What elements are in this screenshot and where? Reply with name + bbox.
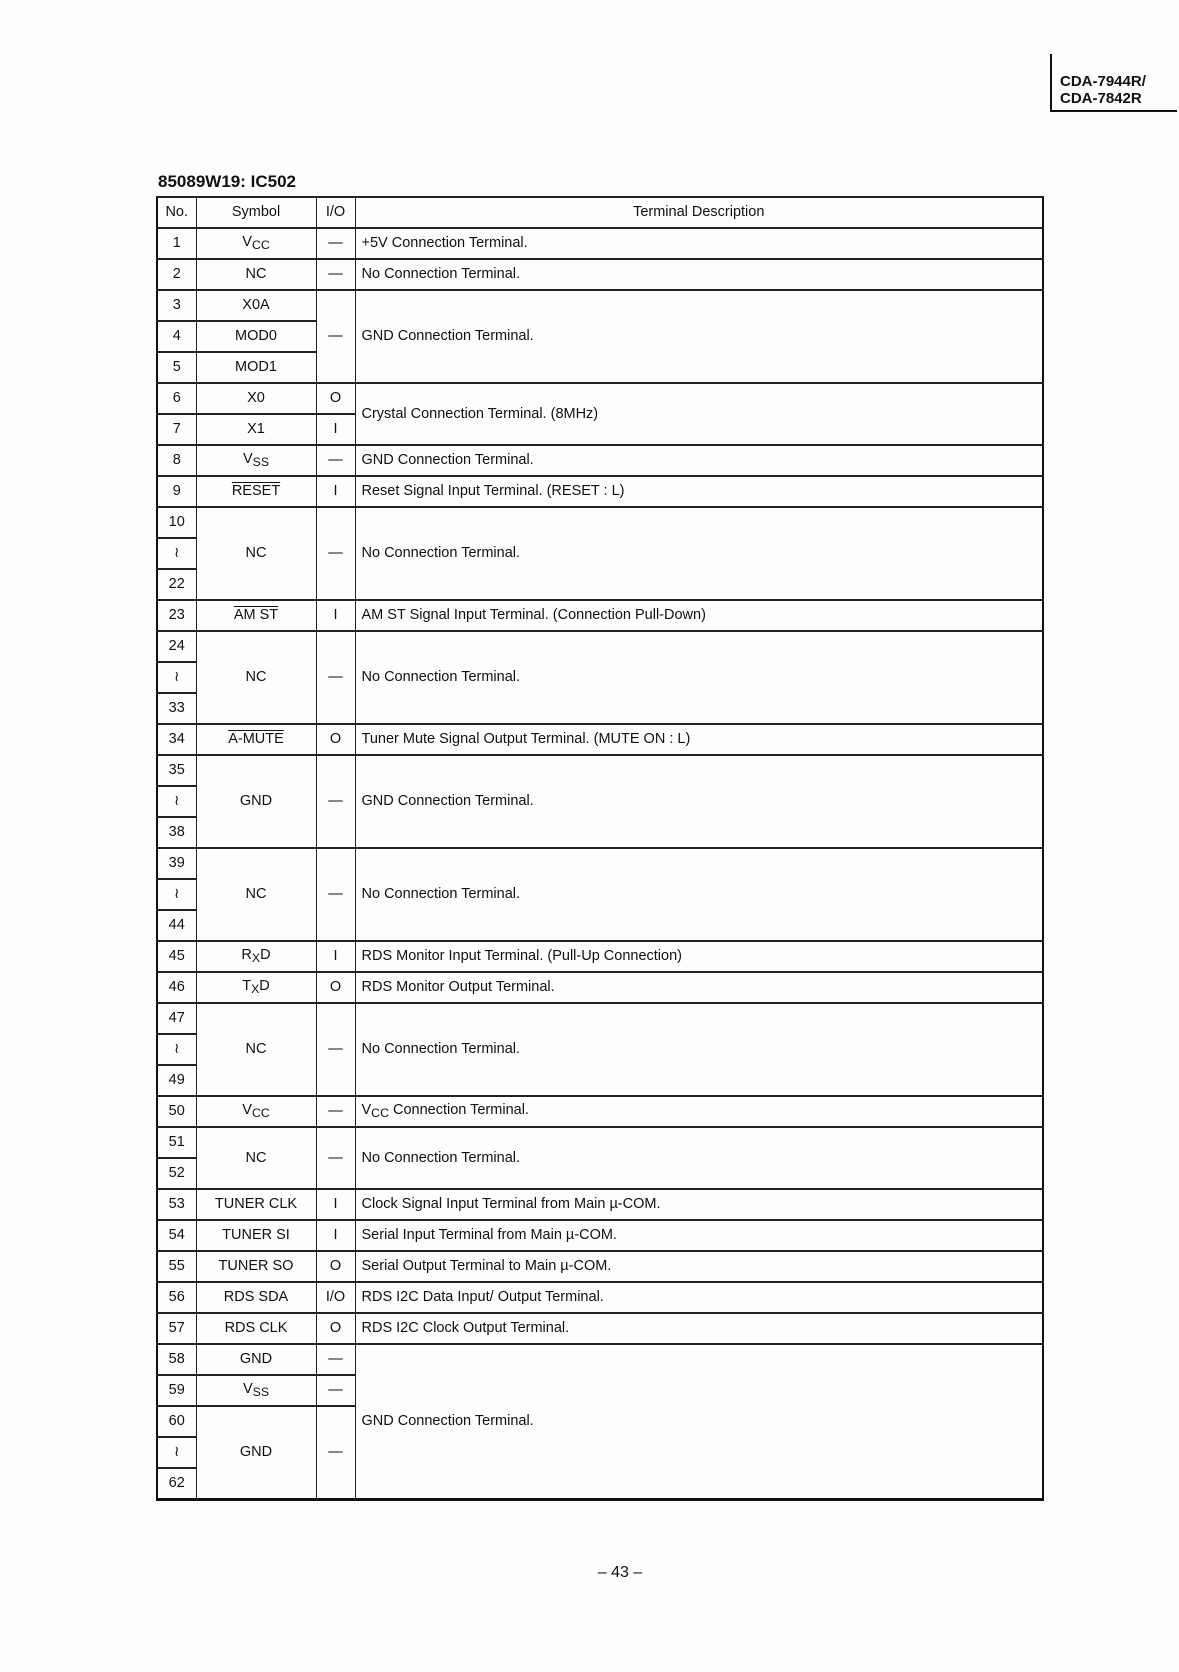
symbol-main: V bbox=[242, 1380, 253, 1397]
pin-symbol: X0 bbox=[196, 383, 316, 414]
pin-description: AM ST Signal Input Terminal. (Connection Pull-Down) bbox=[355, 600, 1043, 631]
pin-io: O bbox=[316, 1313, 355, 1344]
pin-symbol: NC bbox=[196, 507, 316, 600]
pin-symbol bbox=[196, 228, 316, 259]
pin-description: RDS I2C Clock Output Terminal. bbox=[355, 1313, 1043, 1344]
pin-no-to: 52 bbox=[157, 1158, 196, 1189]
pin-io: — bbox=[316, 1127, 355, 1189]
pin-io: — bbox=[316, 1096, 355, 1127]
pin-no: 34 bbox=[157, 724, 196, 755]
pin-no-to: 49 bbox=[157, 1065, 196, 1096]
table-row bbox=[157, 228, 1043, 259]
pin-symbol: GND bbox=[196, 1344, 316, 1375]
pin-no-to: 22 bbox=[157, 569, 196, 600]
pin-symbol bbox=[196, 941, 316, 972]
pin-io: — bbox=[316, 1375, 355, 1406]
pin-symbol: X1 bbox=[196, 414, 316, 445]
pin-no: 56 bbox=[157, 1282, 196, 1313]
pin-description: GND Connection Terminal. bbox=[355, 445, 1043, 476]
pin-description: +5V Connection Terminal. bbox=[355, 228, 1043, 259]
header-io: I/O bbox=[316, 197, 355, 228]
pin-io: I/O bbox=[316, 1282, 355, 1313]
symbol-main: RESET bbox=[231, 483, 281, 499]
pin-symbol bbox=[196, 1375, 316, 1406]
pin-no: 55 bbox=[157, 1251, 196, 1282]
pin-no-to: 38 bbox=[157, 817, 196, 848]
pin-io: I bbox=[316, 1220, 355, 1251]
pin-io: — bbox=[316, 228, 355, 259]
header-description: Terminal Description bbox=[355, 197, 1043, 228]
range-mark: ≀ bbox=[157, 538, 196, 569]
pin-io: — bbox=[316, 290, 355, 383]
pin-symbol bbox=[196, 724, 316, 755]
pin-description: Serial Input Terminal from Main µ-COM. bbox=[355, 1220, 1043, 1251]
symbol-main: R bbox=[241, 946, 252, 963]
pin-io: O bbox=[316, 383, 355, 414]
pin-description: GND Connection Terminal. bbox=[355, 755, 1043, 848]
symbol-main: T bbox=[242, 977, 252, 994]
pin-description: No Connection Terminal. bbox=[355, 507, 1043, 600]
pin-symbol: TUNER SI bbox=[196, 1220, 316, 1251]
pin-no: 57 bbox=[157, 1313, 196, 1344]
pin-io: — bbox=[316, 755, 355, 848]
pin-no: 54 bbox=[157, 1220, 196, 1251]
pin-no: 9 bbox=[157, 476, 196, 507]
pin-no: 4 bbox=[157, 321, 196, 352]
pin-io: — bbox=[316, 507, 355, 600]
pin-no: 53 bbox=[157, 1189, 196, 1220]
table-row bbox=[157, 848, 1043, 879]
pin-description: Crystal Connection Terminal. (8MHz) bbox=[355, 383, 1043, 445]
pin-description bbox=[355, 1096, 1043, 1127]
pin-io: — bbox=[316, 445, 355, 476]
range-mark: ≀ bbox=[157, 879, 196, 910]
pin-symbol: X0A bbox=[196, 290, 316, 321]
table-row bbox=[157, 259, 1043, 290]
pin-symbol bbox=[196, 600, 316, 631]
symbol-subscript: CC bbox=[251, 237, 270, 252]
ic-title: 85089W19: IC502 bbox=[158, 172, 296, 191]
symbol-subscript: CC bbox=[251, 1105, 270, 1120]
pin-description: Tuner Mute Signal Output Terminal. (MUTE ON : L) bbox=[355, 724, 1043, 755]
pin-io: — bbox=[316, 631, 355, 724]
pin-symbol: TUNER SO bbox=[196, 1251, 316, 1282]
pin-io: I bbox=[316, 414, 355, 445]
pin-symbol: NC bbox=[196, 631, 316, 724]
table-row bbox=[157, 1003, 1043, 1034]
pin-no-from: 35 bbox=[157, 755, 196, 786]
pin-symbol bbox=[196, 1096, 316, 1127]
pin-symbol: NC bbox=[196, 848, 316, 941]
pin-no: 23 bbox=[157, 600, 196, 631]
pin-no: 59 bbox=[157, 1375, 196, 1406]
symbol-main: V bbox=[242, 233, 252, 250]
range-mark: ≀ bbox=[157, 786, 196, 817]
pin-no-from: 47 bbox=[157, 1003, 196, 1034]
pin-io: O bbox=[316, 724, 355, 755]
pin-no-to: 33 bbox=[157, 693, 196, 724]
model-number-1: CDA-7944R/ bbox=[1060, 73, 1146, 90]
pin-no-to: 62 bbox=[157, 1468, 196, 1500]
pin-io: I bbox=[316, 941, 355, 972]
table-row bbox=[157, 1189, 1043, 1220]
pin-no: 45 bbox=[157, 941, 196, 972]
pin-description: GND Connection Terminal. bbox=[355, 290, 1043, 383]
range-mark: ≀ bbox=[157, 662, 196, 693]
pin-description: GND Connection Terminal. bbox=[355, 1344, 1043, 1500]
pin-no-from: 24 bbox=[157, 631, 196, 662]
pin-symbol: MOD1 bbox=[196, 352, 316, 383]
range-mark: ≀ bbox=[157, 1437, 196, 1468]
pin-io: — bbox=[316, 1406, 355, 1500]
table-row bbox=[157, 507, 1043, 538]
pin-io: — bbox=[316, 1344, 355, 1375]
symbol-subscript: SS bbox=[252, 454, 270, 469]
pin-description: No Connection Terminal. bbox=[355, 1127, 1043, 1189]
pin-no: 1 bbox=[157, 228, 196, 259]
table-row bbox=[157, 290, 1043, 321]
pin-symbol bbox=[196, 972, 316, 1003]
pin-no: 8 bbox=[157, 445, 196, 476]
pin-no-to: 44 bbox=[157, 910, 196, 941]
table-row bbox=[157, 600, 1043, 631]
symbol-main: AM ST bbox=[233, 607, 279, 623]
pin-symbol: NC bbox=[196, 259, 316, 290]
pin-io: — bbox=[316, 1003, 355, 1096]
pin-io: I bbox=[316, 600, 355, 631]
symbol-main: V bbox=[242, 1101, 252, 1118]
pin-symbol: NC bbox=[196, 1127, 316, 1189]
symbol-tail: D bbox=[260, 946, 271, 963]
pin-symbol bbox=[196, 445, 316, 476]
pin-symbol: RDS CLK bbox=[196, 1313, 316, 1344]
range-mark: ≀ bbox=[157, 1034, 196, 1065]
table-row bbox=[157, 383, 1043, 414]
pin-description: Clock Signal Input Terminal from Main µ-COM. bbox=[355, 1189, 1043, 1220]
model-number-box bbox=[1050, 54, 1177, 112]
table-header-row bbox=[157, 197, 1043, 228]
pin-description: RDS Monitor Output Terminal. bbox=[355, 972, 1043, 1003]
pin-no-from: 60 bbox=[157, 1406, 196, 1437]
table-row bbox=[157, 1282, 1043, 1313]
table-row bbox=[157, 445, 1043, 476]
symbol-tail: D bbox=[259, 977, 270, 994]
table-row bbox=[157, 1127, 1043, 1158]
pin-description: No Connection Terminal. bbox=[355, 259, 1043, 290]
pin-no-from: 39 bbox=[157, 848, 196, 879]
pin-symbol: RDS SDA bbox=[196, 1282, 316, 1313]
pin-symbol: GND bbox=[196, 1406, 316, 1500]
pin-io: — bbox=[316, 259, 355, 290]
page-number: – 43 – bbox=[597, 1564, 643, 1581]
model-number-2: CDA-7842R bbox=[1060, 90, 1142, 107]
table-row bbox=[157, 755, 1043, 786]
desc-subscript: CC bbox=[371, 1105, 389, 1120]
pin-no: 2 bbox=[157, 259, 196, 290]
table-row bbox=[157, 972, 1043, 1003]
pin-io: O bbox=[316, 972, 355, 1003]
pin-description: No Connection Terminal. bbox=[355, 848, 1043, 941]
desc-main: V bbox=[361, 1101, 372, 1118]
terminal-table bbox=[156, 196, 1044, 1501]
pin-io: O bbox=[316, 1251, 355, 1282]
table-row bbox=[157, 1220, 1043, 1251]
pin-no: 5 bbox=[157, 352, 196, 383]
table-row bbox=[157, 941, 1043, 972]
pin-io: I bbox=[316, 1189, 355, 1220]
table-row bbox=[157, 724, 1043, 755]
header-no: No. bbox=[157, 197, 196, 228]
pin-description: Serial Output Terminal to Main µ-COM. bbox=[355, 1251, 1043, 1282]
pin-io: — bbox=[316, 848, 355, 941]
header-symbol: Symbol bbox=[196, 197, 316, 228]
table-row bbox=[157, 1313, 1043, 1344]
table-row bbox=[157, 476, 1043, 507]
symbol-main: V bbox=[242, 450, 253, 467]
pin-symbol: TUNER CLK bbox=[196, 1189, 316, 1220]
pin-no: 46 bbox=[157, 972, 196, 1003]
pin-symbol: MOD0 bbox=[196, 321, 316, 352]
pin-description: No Connection Terminal. bbox=[355, 631, 1043, 724]
pin-no: 3 bbox=[157, 290, 196, 321]
symbol-subscript: X bbox=[251, 981, 260, 996]
symbol-subscript: X bbox=[251, 950, 261, 965]
pin-no-from: 10 bbox=[157, 507, 196, 538]
pin-description: Reset Signal Input Terminal. (RESET : L) bbox=[355, 476, 1043, 507]
table-row bbox=[157, 1344, 1043, 1375]
pin-no: 58 bbox=[157, 1344, 196, 1375]
pin-io: I bbox=[316, 476, 355, 507]
symbol-subscript: SS bbox=[252, 1384, 270, 1399]
pin-description: No Connection Terminal. bbox=[355, 1003, 1043, 1096]
symbol-main: A-MUTE bbox=[228, 731, 284, 747]
pin-no: 6 bbox=[157, 383, 196, 414]
table-row bbox=[157, 631, 1043, 662]
table-row bbox=[157, 1251, 1043, 1282]
pin-no-from: 51 bbox=[157, 1127, 196, 1158]
desc-tail: Connection Terminal. bbox=[388, 1101, 529, 1118]
pin-description: RDS Monitor Input Terminal. (Pull-Up Connection) bbox=[355, 941, 1043, 972]
pin-description: RDS I2C Data Input/ Output Terminal. bbox=[355, 1282, 1043, 1313]
pin-symbol: NC bbox=[196, 1003, 316, 1096]
pin-no: 7 bbox=[157, 414, 196, 445]
pin-no: 50 bbox=[157, 1096, 196, 1127]
pin-symbol: GND bbox=[196, 755, 316, 848]
table-row bbox=[157, 1096, 1043, 1127]
pin-symbol bbox=[196, 476, 316, 507]
